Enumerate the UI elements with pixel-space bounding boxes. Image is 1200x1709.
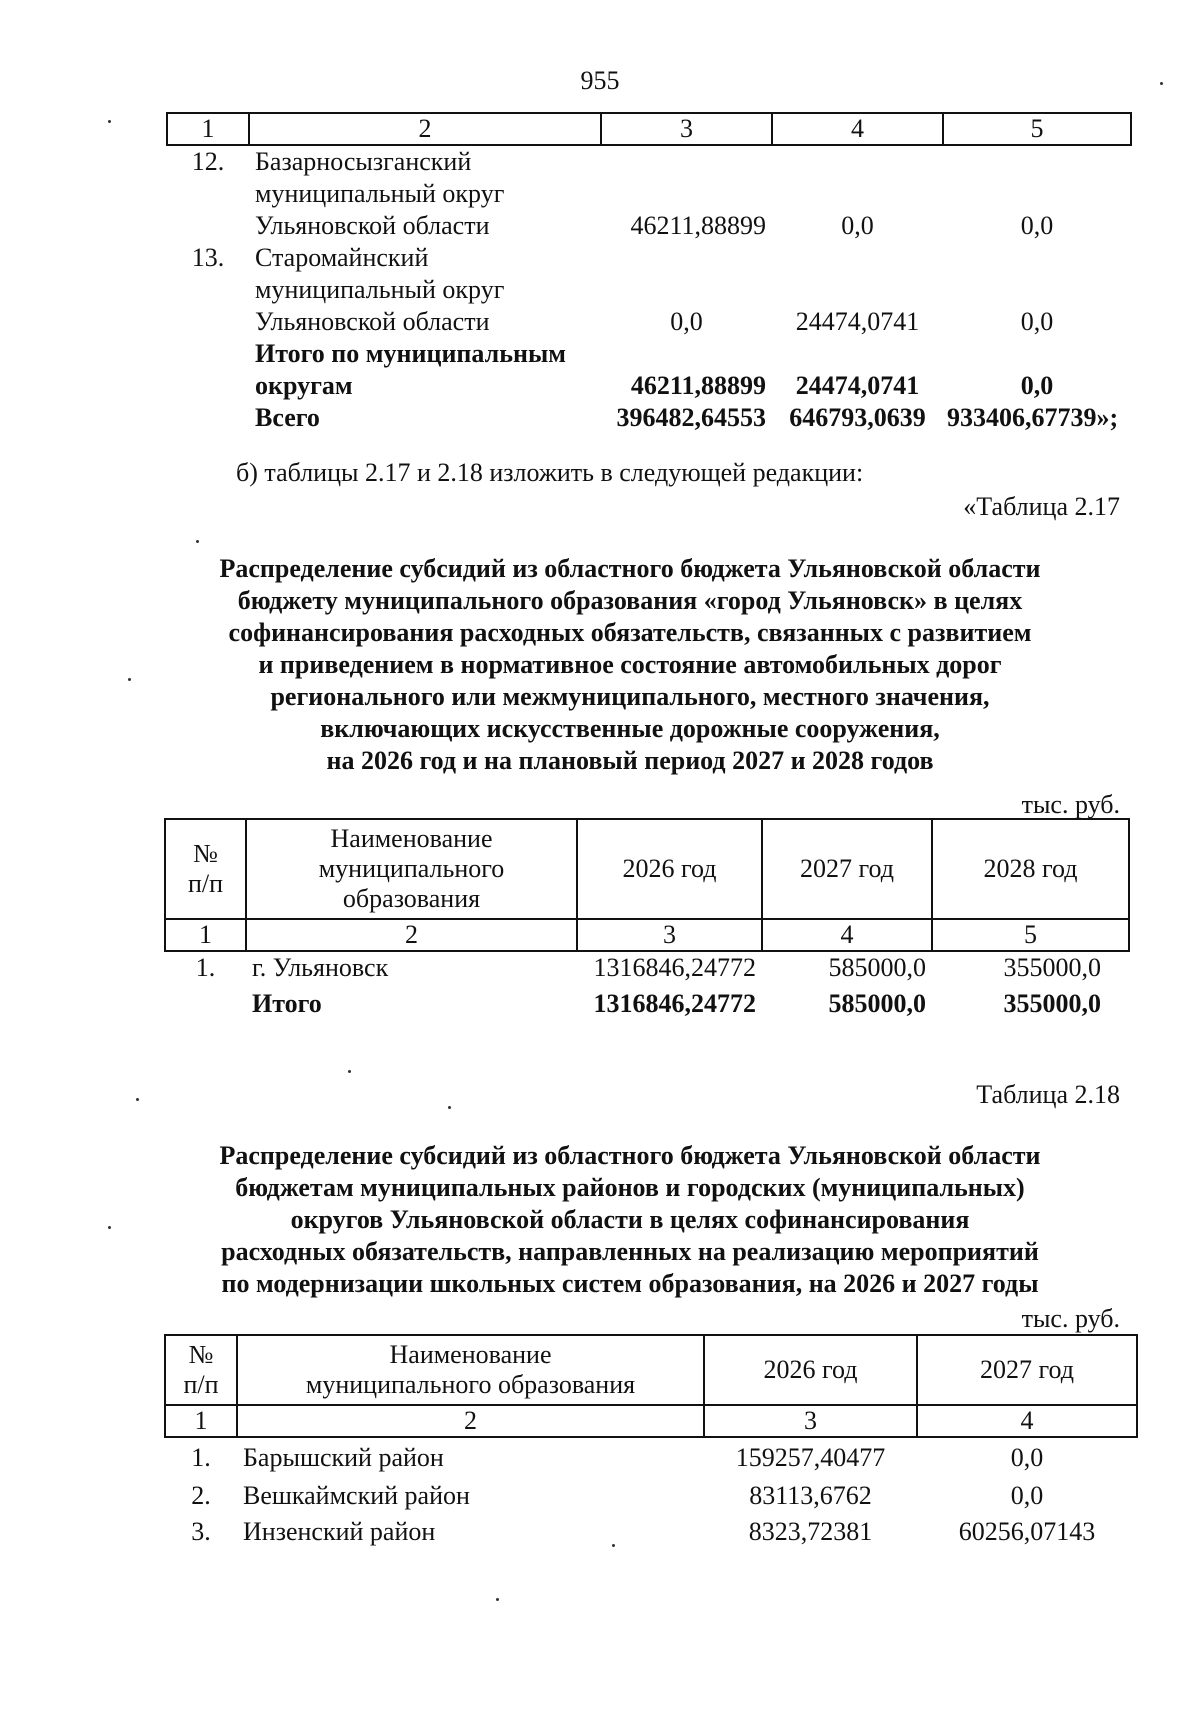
value-2028: 355000,0 [1003, 953, 1101, 982]
table-row [165, 1478, 1137, 1514]
title-line: включающих искусственные дорожные сооружения, [320, 714, 940, 743]
header-name-line: муниципального образования [305, 1370, 636, 1399]
scan-speck [612, 1544, 615, 1547]
col-num-1: 1 [165, 1405, 237, 1437]
col-num-2: 2 [249, 113, 601, 145]
header-2028: 2028 год [932, 819, 1129, 919]
title-line: регионального или межмуниципального, местного значения, [270, 682, 990, 711]
value-2026: 8323,72381 [748, 1517, 873, 1546]
col-num-2: 2 [246, 919, 577, 951]
value-2027: 60256,07143 [958, 1517, 1096, 1546]
header-num [165, 819, 246, 919]
title-line: Распределение субсидий из областного бюджета Ульяновской области [219, 1141, 1041, 1170]
col-num-1: 1 [165, 919, 246, 951]
col-num-2: 2 [237, 1405, 704, 1437]
table-218-units: тыс. руб. [1021, 1304, 1120, 1333]
table-row [167, 242, 1131, 274]
header-num-line: п/п [183, 1370, 219, 1399]
row-name-line: муниципальный округ [255, 275, 505, 304]
title-line: и приведением в нормативное состояние автомобильных дорог [258, 650, 1002, 679]
column-number-row [165, 919, 1129, 951]
row-name: г. Ульяновск [252, 953, 389, 982]
row-name-line: Ульяновской области [255, 307, 490, 336]
row-name-line: Ульяновской области [255, 211, 490, 240]
row-number: 1. [195, 953, 216, 982]
row-number: 1. [191, 1443, 211, 1472]
subtotal-label-line: округам [255, 371, 353, 400]
subtotal-2027: 24474,0741 [795, 371, 920, 400]
table-217 [164, 818, 1130, 1024]
value-2026: 1316846,24772 [593, 953, 756, 982]
table-218 [164, 1334, 1138, 1550]
table-217-units: тыс. руб. [1021, 790, 1120, 819]
total-2026: 396482,64553 [616, 403, 766, 432]
scan-speck [196, 540, 199, 543]
subtotal-label-line: Итого по муниципальным [255, 339, 566, 368]
value-2027: 0,0 [1010, 1481, 1044, 1510]
header-name-line: Наименование [330, 824, 493, 853]
value-2027: 24474,0741 [795, 307, 920, 336]
header-2026: 2026 год [704, 1335, 917, 1405]
total-label: Итого [252, 989, 322, 1018]
header-num [165, 1335, 237, 1405]
value-2028: 0,0 [1020, 211, 1054, 240]
value-2027: 0,0 [841, 211, 874, 240]
header-name-line: Наименование [389, 1340, 552, 1369]
value-2026: 46211,88899 [630, 211, 766, 240]
value-2026: 83113,6762 [749, 1481, 872, 1510]
row-name: Барышский район [243, 1443, 444, 1472]
col-num-3: 3 [704, 1405, 917, 1437]
total-2027: 585000,0 [828, 989, 926, 1018]
title-line: по модернизации школьных систем образования, на 2026 и 2027 годы [221, 1269, 1039, 1298]
col-num-4: 4 [762, 919, 932, 951]
table-row [165, 1437, 1137, 1478]
value-2027: 0,0 [1010, 1443, 1044, 1472]
col-num-5: 5 [943, 113, 1131, 145]
header-name-line: образования [342, 884, 481, 913]
header-name [246, 819, 577, 919]
value-2026: 0,0 [670, 307, 703, 336]
column-number-row [165, 1405, 1137, 1437]
paragraph-b: б) таблицы 2.17 и 2.18 изложить в следующей редакции: [236, 458, 864, 487]
table-row [167, 274, 1131, 306]
scan-speck [348, 1070, 351, 1073]
col-num-4: 4 [917, 1405, 1137, 1437]
page-number: 955 [580, 66, 620, 95]
row-name: Инзенский район [243, 1517, 436, 1546]
scan-speck [136, 1098, 139, 1101]
col-num-5: 5 [932, 919, 1129, 951]
table-row [167, 210, 1131, 242]
total-2026: 1316846,24772 [593, 989, 756, 1018]
header-2027: 2027 год [762, 819, 932, 919]
value-2027: 585000,0 [828, 953, 926, 982]
row-name-line: Базарносызганский [255, 147, 472, 176]
col-num-3: 3 [577, 919, 762, 951]
row-number: 13. [191, 243, 225, 272]
table-217-caption: «Таблица 2.17 [963, 492, 1120, 521]
row-number: 2. [191, 1481, 211, 1510]
scan-speck [108, 120, 111, 123]
row-name-line: муниципальный округ [255, 179, 505, 208]
header-name-line: муниципального [318, 854, 505, 883]
title-line: бюджету муниципального образования «город Ульяновск» в целях [237, 586, 1023, 615]
title-line: на 2026 год и на плановый период 2027 и 2028 годов [326, 746, 934, 775]
header-row [165, 1335, 1137, 1405]
row-number: 3. [191, 1517, 211, 1546]
col-num-4: 4 [772, 113, 943, 145]
col-num-3: 3 [601, 113, 772, 145]
table-row [167, 306, 1131, 338]
table-row [167, 145, 1131, 178]
title-line: бюджетам муниципальных районов и городских (муниципальных) [235, 1173, 1025, 1202]
header-2026: 2026 год [577, 819, 762, 919]
title-line: Распределение субсидий из областного бюджета Ульяновской области [219, 554, 1041, 583]
scan-speck [496, 1598, 499, 1601]
row-number: 12. [191, 147, 225, 176]
header-num-line: № [193, 839, 218, 868]
total-label: Всего [255, 403, 320, 432]
header-row [165, 819, 1129, 919]
title-line: софинансирования расходных обязательств, связанных с развитием [228, 618, 1032, 647]
column-number-row [167, 113, 1131, 145]
continuation-table [166, 112, 1132, 434]
table-217-title [150, 553, 1110, 777]
header-name [237, 1335, 704, 1405]
total-row [165, 984, 1129, 1024]
scan-speck [128, 678, 131, 681]
table-row [167, 178, 1131, 210]
total-2028: 933406,67739»; [947, 403, 1119, 432]
table-row [165, 1514, 1137, 1550]
title-line: расходных обязательств, направленных на реализацию мероприятий [221, 1237, 1039, 1266]
total-row [167, 402, 1131, 434]
scan-speck [108, 1226, 111, 1229]
value-2028: 0,0 [1020, 307, 1054, 336]
table-row [165, 951, 1129, 984]
subtotal-2026: 46211,88899 [630, 371, 766, 400]
table-218-title [150, 1140, 1110, 1300]
subtotal-row [167, 370, 1131, 402]
row-name-line: Старомайнский [255, 243, 429, 272]
col-num-1: 1 [167, 113, 249, 145]
value-2026: 159257,40477 [735, 1443, 886, 1472]
row-name: Вешкаймский район [243, 1481, 470, 1510]
table-218-caption: Таблица 2.18 [976, 1080, 1120, 1109]
title-line: округов Ульяновской области в целях софинансирования [290, 1205, 970, 1234]
header-2027: 2027 год [917, 1335, 1137, 1405]
total-2028: 355000,0 [1003, 989, 1101, 1018]
scan-speck [1160, 82, 1163, 85]
scan-speck [448, 1106, 451, 1109]
total-2027: 646793,0639 [789, 403, 926, 432]
subtotal-2028: 0,0 [1020, 371, 1054, 400]
header-num-line: № [188, 1340, 214, 1369]
subtotal-row [167, 338, 1131, 370]
header-num-line: п/п [187, 869, 224, 898]
